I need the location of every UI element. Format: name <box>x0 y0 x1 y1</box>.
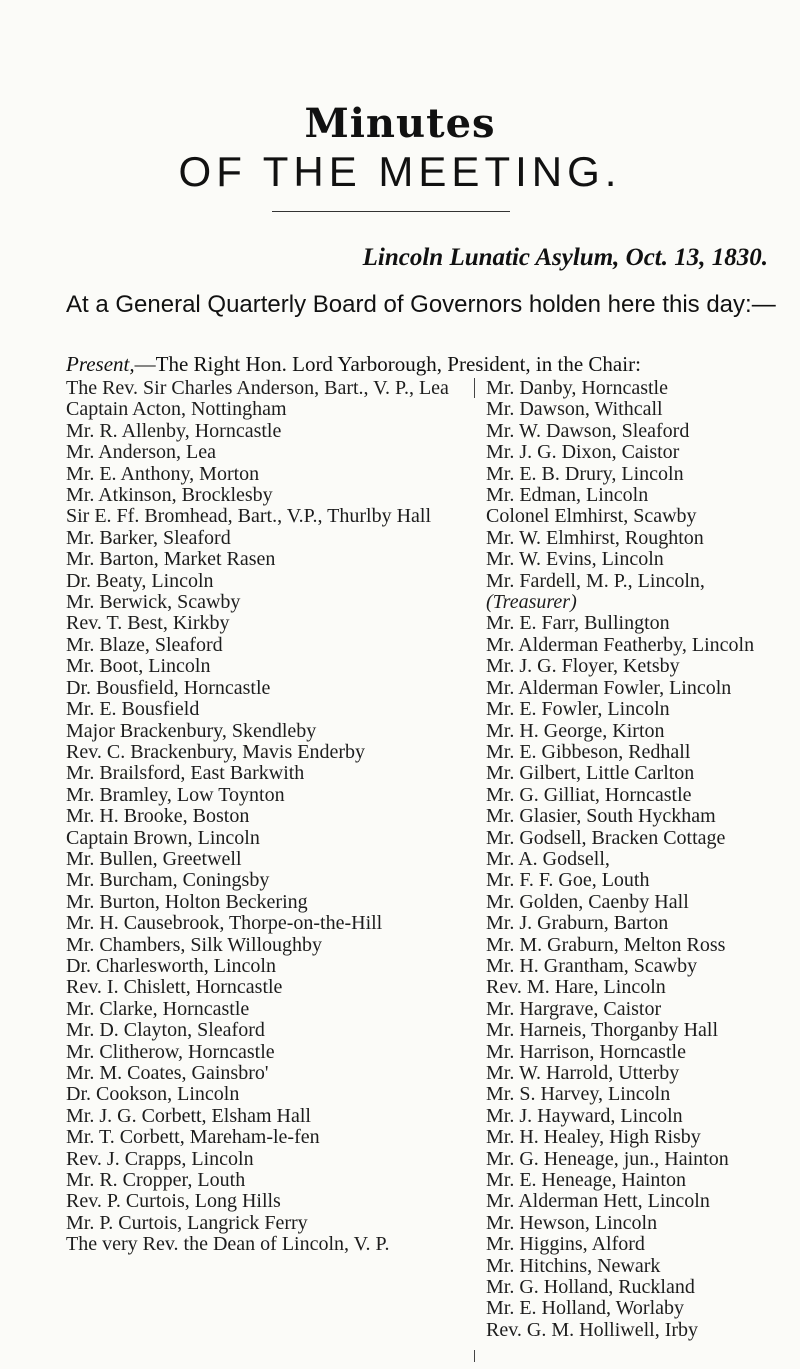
attendee-entry: Mr. H. Healey, High Risby <box>486 1126 701 1149</box>
attendee-entry: Mr. E. Farr, Bullington <box>486 612 670 635</box>
attendee-entry: Mr. Alderman Featherby, Lincoln <box>486 633 755 656</box>
attendee-entry: Mr. Harrison, Horncastle <box>486 1040 686 1063</box>
attendee-entry: Rev. I. Chislett, Horncastle <box>66 976 283 999</box>
attendee-entry: Mr. R. Cropper, Louth <box>66 1169 246 1192</box>
intro-paragraph: At a General Quarterly Board of Governors holden here this day:— <box>66 291 776 318</box>
attendee-entry: Mr. J. G. Corbett, Elsham Hall <box>66 1104 311 1127</box>
attendee-entry: Mr. J. G. Floyer, Ketsby <box>486 655 680 678</box>
attendee-entry: Mr. W. Evins, Lincoln <box>486 548 664 571</box>
attendee-entry: Major Brackenbury, Skendleby <box>66 719 317 742</box>
attendee-entry: Mr. Burton, Holton Beckering <box>66 890 308 913</box>
attendee-entry: Mr. Boot, Lincoln <box>66 655 211 678</box>
attendee-entry: Dr. Cookson, Lincoln <box>66 1083 240 1106</box>
attendee-entry: Rev. J. Crapps, Lincoln <box>66 1147 254 1170</box>
attendee-entry: Captain Brown, Lincoln <box>66 826 260 849</box>
attendee-entry: Mr. M. Coates, Gainsbro' <box>66 1062 269 1084</box>
attendee-entry: Captain Acton, Nottingham <box>66 398 287 421</box>
attendee-entry: Mr. Barton, Market Rasen <box>66 548 276 571</box>
attendee-entry: Mr. E. Anthony, Morton <box>66 462 260 485</box>
attendee-entry: Mr. P. Curtois, Langrick Ferry <box>66 1211 308 1234</box>
attendee-entry: Mr. S. Harvey, Lincoln <box>486 1083 671 1106</box>
attendee-entry: Mr. G. Gilliat, Horncastle <box>486 783 692 806</box>
attendee-entry: Mr. R. Allenby, Horncastle <box>66 419 282 442</box>
attendee-entry: Mr. J. Graburn, Barton <box>486 912 669 935</box>
attendee-entry: Mr. Clarke, Horncastle <box>66 997 250 1020</box>
attendee-entry: Mr. T. Corbett, Mareham-le-fen <box>66 1126 320 1149</box>
attendee-entry: Rev. M. Hare, Lincoln <box>486 976 666 999</box>
attendee-entry: Mr. E. Gibbeson, Redhall <box>486 740 691 763</box>
attendee-entry: Mr. Barker, Sleaford <box>66 526 231 549</box>
attendee-entry: Mr. M. Graburn, Melton Ross <box>486 933 726 956</box>
attendee-entry: Mr. Higgins, Alford <box>486 1233 645 1256</box>
attendee-entry: Mr. Harneis, Thorganby Hall <box>486 1019 719 1042</box>
attendee-entry: Mr. Hargrave, Caistor <box>486 997 662 1020</box>
attendee-entry: Mr. Edman, Lincoln <box>486 484 649 507</box>
heading-of-the-meeting: OF THE MEETING. <box>178 148 622 195</box>
attendee-entry: Mr. E. B. Drury, Lincoln <box>486 462 684 485</box>
attendee-entry: Mr. E. Heneage, Hainton <box>486 1169 686 1192</box>
attendee-entry: Dr. Bousfield, Horncastle <box>66 676 271 699</box>
attendee-entry: Mr. Bramley, Low Toynton <box>66 783 285 806</box>
attendee-entry: Rev. T. Best, Kirkby <box>66 612 230 635</box>
attendee-entry: Rev. C. Brackenbury, Mavis Enderby <box>66 740 366 763</box>
attendee-entry: Mr. Berwick, Scawby <box>66 591 241 614</box>
heading-rule <box>272 211 510 212</box>
attendee-entry: Mr. A. Godsell, <box>486 847 610 870</box>
present-line <box>66 352 796 376</box>
attendee-entry: Colonel Elmhirst, Scawby <box>486 505 697 528</box>
attendee-entry: Mr. W. Elmhirst, Roughton <box>486 526 704 549</box>
attendee-entry: Rev. P. Curtois, Long Hills <box>66 1190 281 1213</box>
attendee-entry: Sir E. Ff. Bromhead, Bart., V.P., Thurlby Hall <box>66 505 431 528</box>
attendee-list-right <box>486 378 786 1341</box>
attendee-entry: Dr. Charlesworth, Lincoln <box>66 954 276 977</box>
attendee-entry: Mr. E. Holland, Worlaby <box>486 1297 684 1320</box>
attendee-entry: The Rev. Sir Charles Anderson, Bart., V. P., Lea <box>66 377 449 399</box>
attendee-entry: Mr. W. Harrold, Utterby <box>486 1062 680 1084</box>
column-divider-bottom <box>474 1350 475 1362</box>
attendee-entry: Mr. J. G. Dixon, Caistor <box>486 441 680 464</box>
attendee-entry: Mr. H. Causebrook, Thorpe-on-the-Hill <box>66 912 383 935</box>
attendee-entry: Mr. Atkinson, Brocklesby <box>66 484 273 507</box>
attendee-entry: Mr. E. Bousfield <box>66 698 200 721</box>
attendee-entry: Mr. H. George, Kirton <box>486 719 665 742</box>
attendee-entry: Mr. Hewson, Lincoln <box>486 1211 658 1234</box>
attendee-entry: Mr. Danby, Horncastle <box>486 377 668 399</box>
present-label: Present, <box>66 352 135 376</box>
attendee-entry: The very Rev. the Dean of Lincoln, V. P. <box>66 1233 390 1256</box>
attendee-entry: Mr. Burcham, Coningsby <box>66 869 270 892</box>
attendee-entry: Mr. Brailsford, East Barkwith <box>66 762 305 785</box>
attendee-entry: Mr. F. F. Goe, Louth <box>486 869 650 892</box>
attendee-entry: Mr. Alderman Hett, Lincoln <box>486 1190 710 1213</box>
attendee-entry: Mr. Alderman Fowler, Lincoln <box>486 676 732 699</box>
attendee-entry: Mr. Gilbert, Little Carlton <box>486 762 695 785</box>
attendee-entry: Mr. Dawson, Withcall <box>486 398 663 421</box>
attendee-entry: Mr. Clitherow, Horncastle <box>66 1040 275 1063</box>
attendee-entry: Mr. Godsell, Bracken Cottage <box>486 826 726 849</box>
attendee-entry: Rev. G. M. Holliwell, Irby <box>486 1318 699 1341</box>
heading-minutes: Minutes <box>304 100 496 147</box>
attendee-entry: Mr. Fardell, M. P., Lincoln, <box>486 569 705 592</box>
attendee-entry: Mr. D. Clayton, Sleaford <box>66 1019 265 1042</box>
attendee-entry: (Treasurer) <box>486 591 577 614</box>
attendee-entry: Mr. H. Brooke, Boston <box>66 805 250 828</box>
attendee-entry: Mr. Blaze, Sleaford <box>66 633 223 656</box>
attendee-entry: Mr. Chambers, Silk Willoughby <box>66 933 323 956</box>
attendee-list-left <box>66 378 476 1256</box>
attendee-entry: Mr. J. Hayward, Lincoln <box>486 1104 683 1127</box>
attendee-entry: Mr. G. Heneage, jun., Hainton <box>486 1147 729 1170</box>
attendee-entry: Mr. Golden, Caenby Hall <box>486 890 689 913</box>
attendee-entry: Dr. Beaty, Lincoln <box>66 569 214 592</box>
attendee-entry: Mr. Bullen, Greetwell <box>66 847 242 870</box>
attendee-entry: Mr. Hitchins, Newark <box>486 1254 661 1277</box>
attendee-entry: Mr. Anderson, Lea <box>66 441 216 464</box>
attendee-entry: Mr. W. Dawson, Sleaford <box>486 419 690 442</box>
dateline: Lincoln Lunatic Asylum, Oct. 13, 1830. <box>362 244 768 271</box>
attendee-entry: Mr. H. Grantham, Scawby <box>486 954 698 977</box>
present-text: —The Right Hon. Lord Yarborough, President, in the Chair: <box>134 352 641 376</box>
attendee-entry: Mr. Glasier, South Hyckham <box>486 805 716 828</box>
attendee-entry: Mr. E. Fowler, Lincoln <box>486 698 670 721</box>
attendee-entry: Mr. G. Holland, Ruckland <box>486 1276 695 1299</box>
